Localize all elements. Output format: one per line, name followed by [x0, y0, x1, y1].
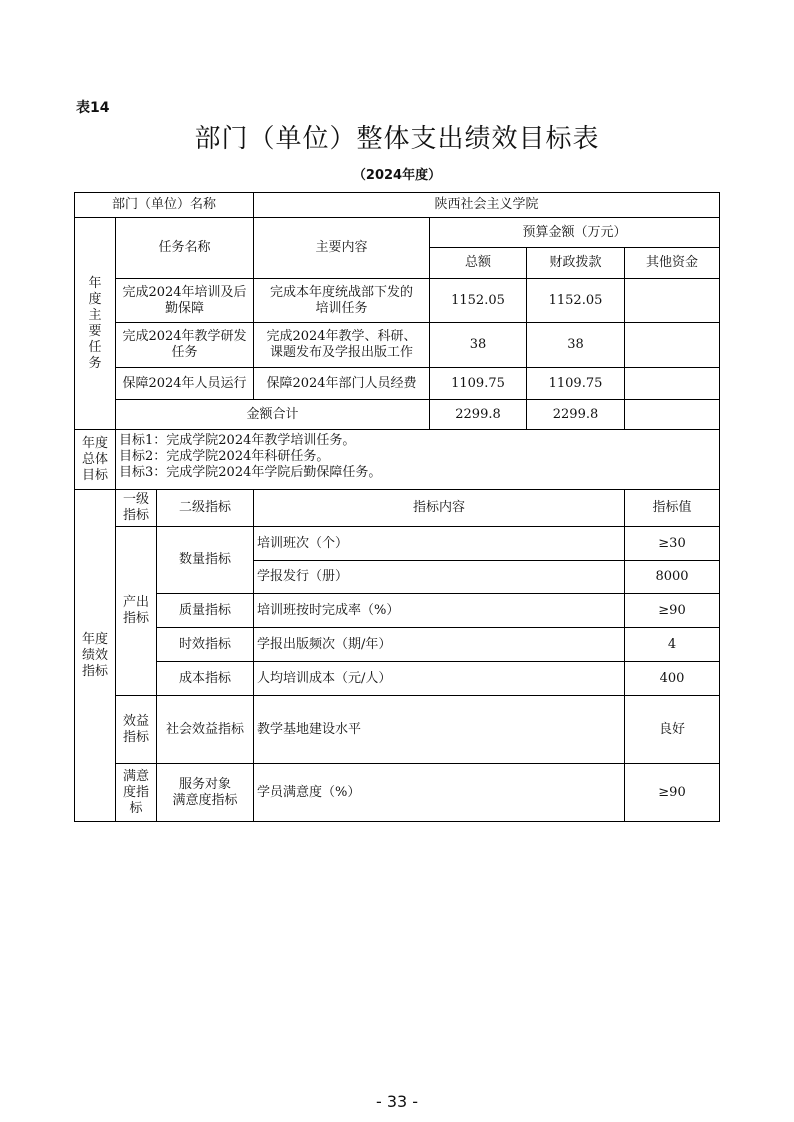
task-name-line2: 任务 — [171, 345, 198, 360]
tasks-label-line2: 主 要 — [88, 307, 115, 339]
indicator-value: ≥90 — [658, 602, 686, 618]
sum-label: 金额合计 — [246, 406, 299, 422]
quality-indicator-label — [156, 593, 254, 628]
indicator-value-cell — [624, 661, 720, 696]
col-level2-label: 二级指标 — [178, 500, 231, 515]
goals-label-line2: 总体 — [81, 451, 108, 467]
col-indicator-value-label: 指标值 — [652, 500, 692, 515]
indicators-label-line2: 绩效 — [81, 647, 108, 663]
col-level1-line2: 指标 — [122, 508, 149, 523]
sum-label-cell — [115, 399, 430, 430]
task-name-cell — [115, 367, 254, 400]
dept-label-cell — [74, 192, 254, 218]
col-task-name-label: 任务名称 — [158, 240, 211, 255]
indicator-content: 培训班次（个） — [257, 535, 349, 551]
timeliness-label: 时效指标 — [178, 636, 231, 652]
service-label-line1: 服务对象 — [178, 776, 231, 792]
indicator-value-cell — [624, 526, 720, 561]
output-label-line2: 指标 — [122, 611, 149, 626]
task-content-cell — [253, 367, 430, 400]
social-value-cell — [624, 695, 720, 764]
dept-value: 陕西社会主义学院 — [434, 197, 539, 212]
col-fiscal — [526, 247, 625, 279]
task-content-line2: 培训任务 — [315, 300, 368, 316]
benefit-label-line2: 指标 — [122, 729, 149, 745]
goals-label-line1: 年度 — [81, 435, 108, 451]
indicator-content: 培训班按时完成率（%） — [257, 602, 400, 618]
indicator-content-cell — [253, 661, 625, 696]
quantity-indicator-label — [156, 526, 254, 594]
social-content: 教学基地建设水平 — [257, 721, 362, 737]
task-other-cell — [624, 367, 720, 400]
task-total: 1109.75 — [451, 375, 505, 391]
indicator-content-cell — [253, 526, 625, 561]
tasks-label-line1: 年 度 — [88, 275, 115, 307]
social-label: 社会效益指标 — [165, 721, 244, 737]
col-total — [429, 247, 527, 279]
cost-label: 成本指标 — [178, 670, 231, 686]
task-fiscal-cell — [526, 278, 625, 323]
task-content-cell — [253, 322, 430, 368]
social-value: 良好 — [658, 721, 685, 737]
satisfaction-content-cell — [253, 763, 625, 822]
goals-content-cell — [115, 429, 720, 490]
tasks-section-label — [74, 217, 116, 430]
task-total: 38 — [469, 337, 487, 352]
sum-fiscal: 2299.8 — [552, 406, 599, 422]
indicator-value: ≥30 — [658, 535, 686, 551]
task-content-line1: 完成2024年教学、科研、 — [266, 329, 417, 344]
cost-indicator-label — [156, 661, 254, 696]
output-label-line1: 产出 — [122, 595, 149, 610]
task-total-cell — [429, 278, 527, 323]
timeliness-indicator-label — [156, 627, 254, 662]
satisfaction-value: ≥90 — [658, 784, 686, 800]
goals-label-line3: 目标 — [81, 467, 108, 483]
indicator-content-cell — [253, 627, 625, 662]
col-indicator-content-label: 指标内容 — [412, 500, 465, 515]
col-other-label: 其他资金 — [645, 255, 698, 270]
col-level2 — [156, 489, 254, 527]
indicator-content: 人均培训成本（元/人） — [257, 670, 392, 686]
satisfaction-label-line3: 标 — [129, 800, 143, 816]
satisfaction-label-line2: 度指 — [122, 784, 149, 800]
goal-item: 目标3：完成学院2024年学院后勤保障任务。 — [119, 465, 382, 480]
benefit-label-line1: 效益 — [122, 713, 149, 729]
task-total-cell — [429, 367, 527, 400]
indicator-content-cell — [253, 593, 625, 628]
social-content-cell — [253, 695, 625, 764]
goals-label-cell — [74, 429, 116, 490]
indicator-content: 学报发行（册） — [257, 569, 349, 584]
satisfaction-value-cell — [624, 763, 720, 822]
indicators-label-line1: 年度 — [81, 631, 108, 647]
task-name-line1: 完成2024年培训及后 — [122, 284, 247, 300]
task-content-line1: 完成本年度统战部下发的 — [269, 284, 413, 300]
indicator-value: 8000 — [655, 569, 689, 584]
col-task-name — [115, 217, 254, 279]
quality-label: 质量指标 — [178, 602, 231, 618]
satisfaction-label-line1: 满意 — [122, 768, 149, 784]
task-fiscal-cell — [526, 367, 625, 400]
col-budget-label: 预算金额（万元） — [522, 224, 627, 240]
task-content-line1: 保障2024年部门人员经费 — [266, 375, 417, 391]
task-name-cell — [115, 322, 254, 368]
quantity-label: 数量指标 — [178, 552, 231, 567]
year-subtitle: （2024年度） — [352, 168, 442, 183]
task-name-line2: 勤保障 — [164, 300, 204, 316]
indicator-value-cell — [624, 627, 720, 662]
sum-fiscal-cell — [526, 399, 625, 430]
indicator-content: 学报出版频次（期/年） — [257, 636, 392, 652]
social-indicator-label — [156, 695, 254, 764]
task-total: 1152.05 — [451, 292, 505, 308]
service-label-line2: 满意度指标 — [172, 792, 238, 808]
service-satisfaction-label — [156, 763, 254, 822]
table-number: 表14 — [76, 100, 110, 116]
indicator-value-cell — [624, 560, 720, 594]
goal-item: 目标2：完成学院2024年科研任务。 — [119, 449, 330, 464]
task-content-cell — [253, 278, 430, 323]
task-fiscal: 1152.05 — [548, 292, 603, 308]
indicators-section-label — [74, 489, 116, 822]
col-budget — [429, 217, 720, 248]
sum-other-cell — [624, 399, 720, 430]
task-name-cell — [115, 278, 254, 323]
task-name-line1: 保障2024年人员运行 — [122, 375, 247, 391]
output-indicator-label — [115, 526, 157, 696]
benefit-indicator-label — [115, 695, 157, 764]
tasks-label-line3: 任 务 — [88, 339, 115, 371]
task-content-line2: 课题发布及学报出版工作 — [269, 345, 413, 360]
satisfaction-indicator-label — [115, 763, 157, 822]
page-title: 部门（单位）整体支出绩效目标表 — [194, 124, 600, 154]
indicators-label-line3: 指标 — [81, 663, 108, 679]
task-fiscal: 38 — [567, 337, 584, 352]
dept-label: 部门（单位）名称 — [111, 197, 216, 212]
col-indicator-content — [253, 489, 625, 527]
dept-value-cell — [253, 192, 720, 218]
sum-total: 2299.8 — [455, 406, 501, 422]
sum-total-cell — [429, 399, 527, 430]
page-number: - 33 - — [375, 1092, 419, 1111]
indicator-value-cell — [624, 593, 720, 628]
indicator-value: 400 — [659, 670, 685, 686]
task-name-line1: 完成2024年教学研发 — [122, 329, 247, 344]
col-other — [624, 247, 720, 279]
col-total-label: 总额 — [464, 255, 491, 270]
task-fiscal: 1109.75 — [548, 375, 603, 391]
col-indicator-value — [624, 489, 720, 527]
indicator-content-cell — [253, 560, 625, 594]
goal-item: 目标1：完成学院2024年教学培训任务。 — [119, 433, 356, 448]
task-other-cell — [624, 322, 720, 368]
task-fiscal-cell — [526, 322, 625, 368]
col-level1 — [115, 489, 157, 527]
col-task-content-label: 主要内容 — [315, 240, 368, 255]
col-fiscal-label: 财政拨款 — [549, 255, 602, 270]
col-level1-line1: 一级 — [122, 492, 149, 507]
satisfaction-content: 学员满意度（%） — [257, 784, 361, 800]
indicator-value: 4 — [667, 636, 677, 652]
task-total-cell — [429, 322, 527, 368]
task-other-cell — [624, 278, 720, 323]
col-task-content — [253, 217, 430, 279]
